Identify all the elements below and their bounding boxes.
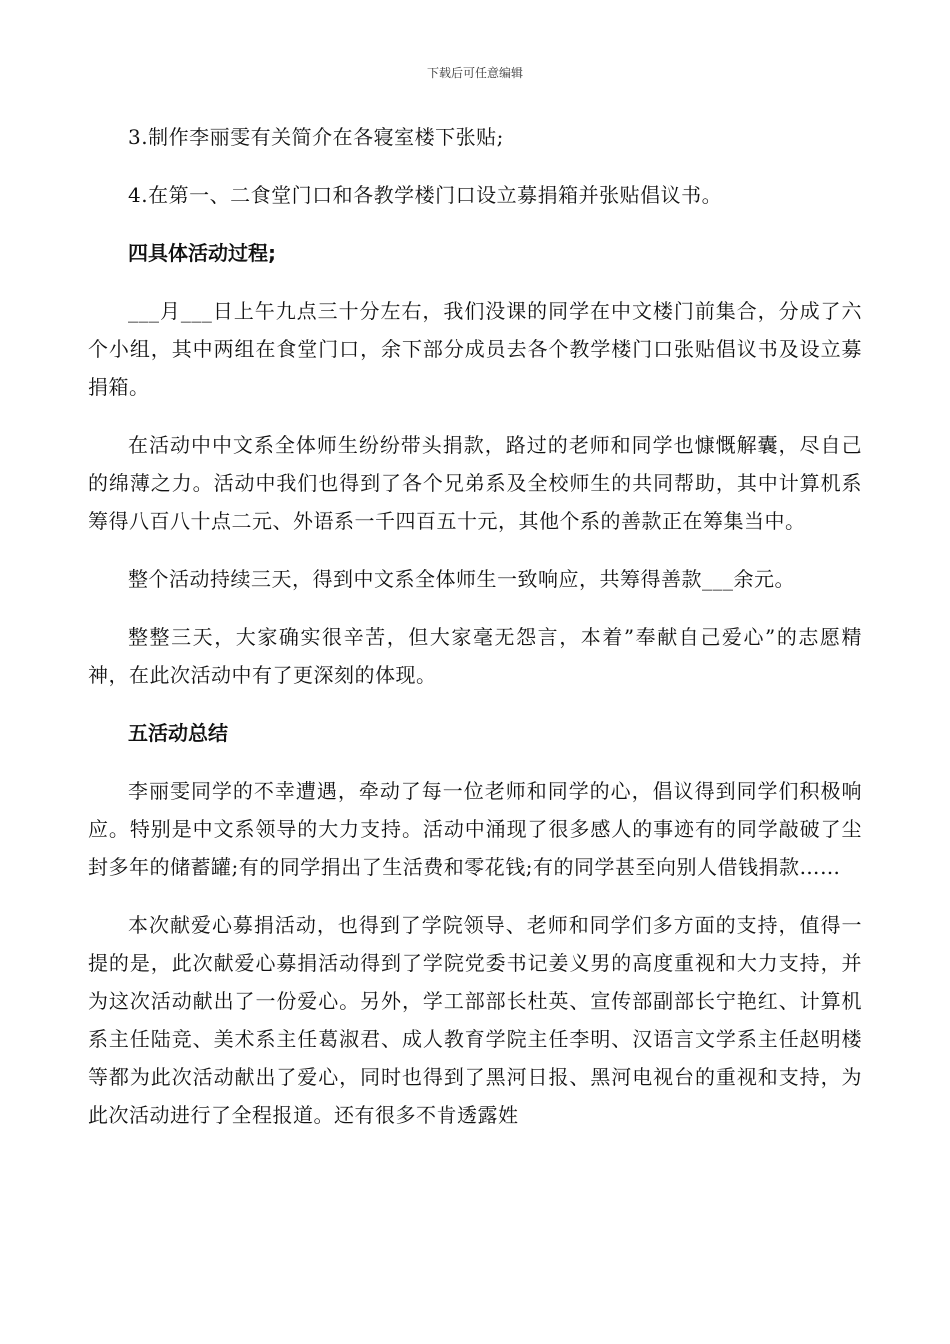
paragraph: 3.制作李丽雯有关简介在各寝室楼下张贴; [128,125,504,149]
paragraph: ___月___日上午九点三十分左右，我们没课的同学在中文楼门前集合，分成了六个小组，其中两组在食堂门口，余下部分成员去各个教学楼门口张贴倡议书及设立募捐箱。 [88,299,862,399]
document-body [88,118,862,1134]
paragraph: 在活动中中文系全体师生纷纷带头捐款，路过的老师和同学也慷慨解囊，尽自己的绵薄之力。活动中我们也得到了各个兄弟系及全校师生的共同帮助，其中计算机系筹得八百八十点二元、外语系一千四百五十元，其他个系的善款正在筹集当中。 [88,433,862,533]
paragraph: 整个活动持续三天，得到中文系全体师生一致响应，共筹得善款___余元。 [128,567,795,591]
page-header: 下载后可任意编辑 [426,66,523,80]
paragraph: 本次献爱心募捐活动，也得到了学院领导、老师和同学们多方面的支持，值得一提的是，此次献爱心募捐活动得到了学院党委书记姜义男的高度重视和大力支持，并为这次活动献出了一份爱心。另外，学工部部长杜英、宣传部副部长宁艳红、计算机系主任陆竞、美术系主任葛淑君、成人教育学院主任李明、汉语言文学系主任赵明楼等都为此次活动献出了爱心，同时也得到了黑河日报、黑河电视台的重视和支持，为此次活动进行了全程报道。还有很多不肯透露姓 [88,913,862,1127]
paragraph: 4.在第一、二食堂门口和各教学楼门口设立募捐箱并张贴倡议书。 [128,183,723,207]
section-heading: 五活动总结 [128,721,228,745]
paragraph: 整整三天，大家确实很辛苦，但大家毫无怨言，本着”奉献自己爱心”的志愿精神，在此次活动中有了更深刻的体现。 [88,625,862,687]
section-heading: 四具体活动过程; [128,241,276,265]
paragraph: 李丽雯同学的不幸遭遇，牵动了每一位老师和同学的心，倡议得到同学们积极响应。特别是中文系领导的大力支持。活动中涌现了很多感人的事迹有的同学敲破了尘封多年的储蓄罐;有的同学捐出了生活费和零花钱;有的同学甚至向别人借钱捐款…… [88,779,862,879]
